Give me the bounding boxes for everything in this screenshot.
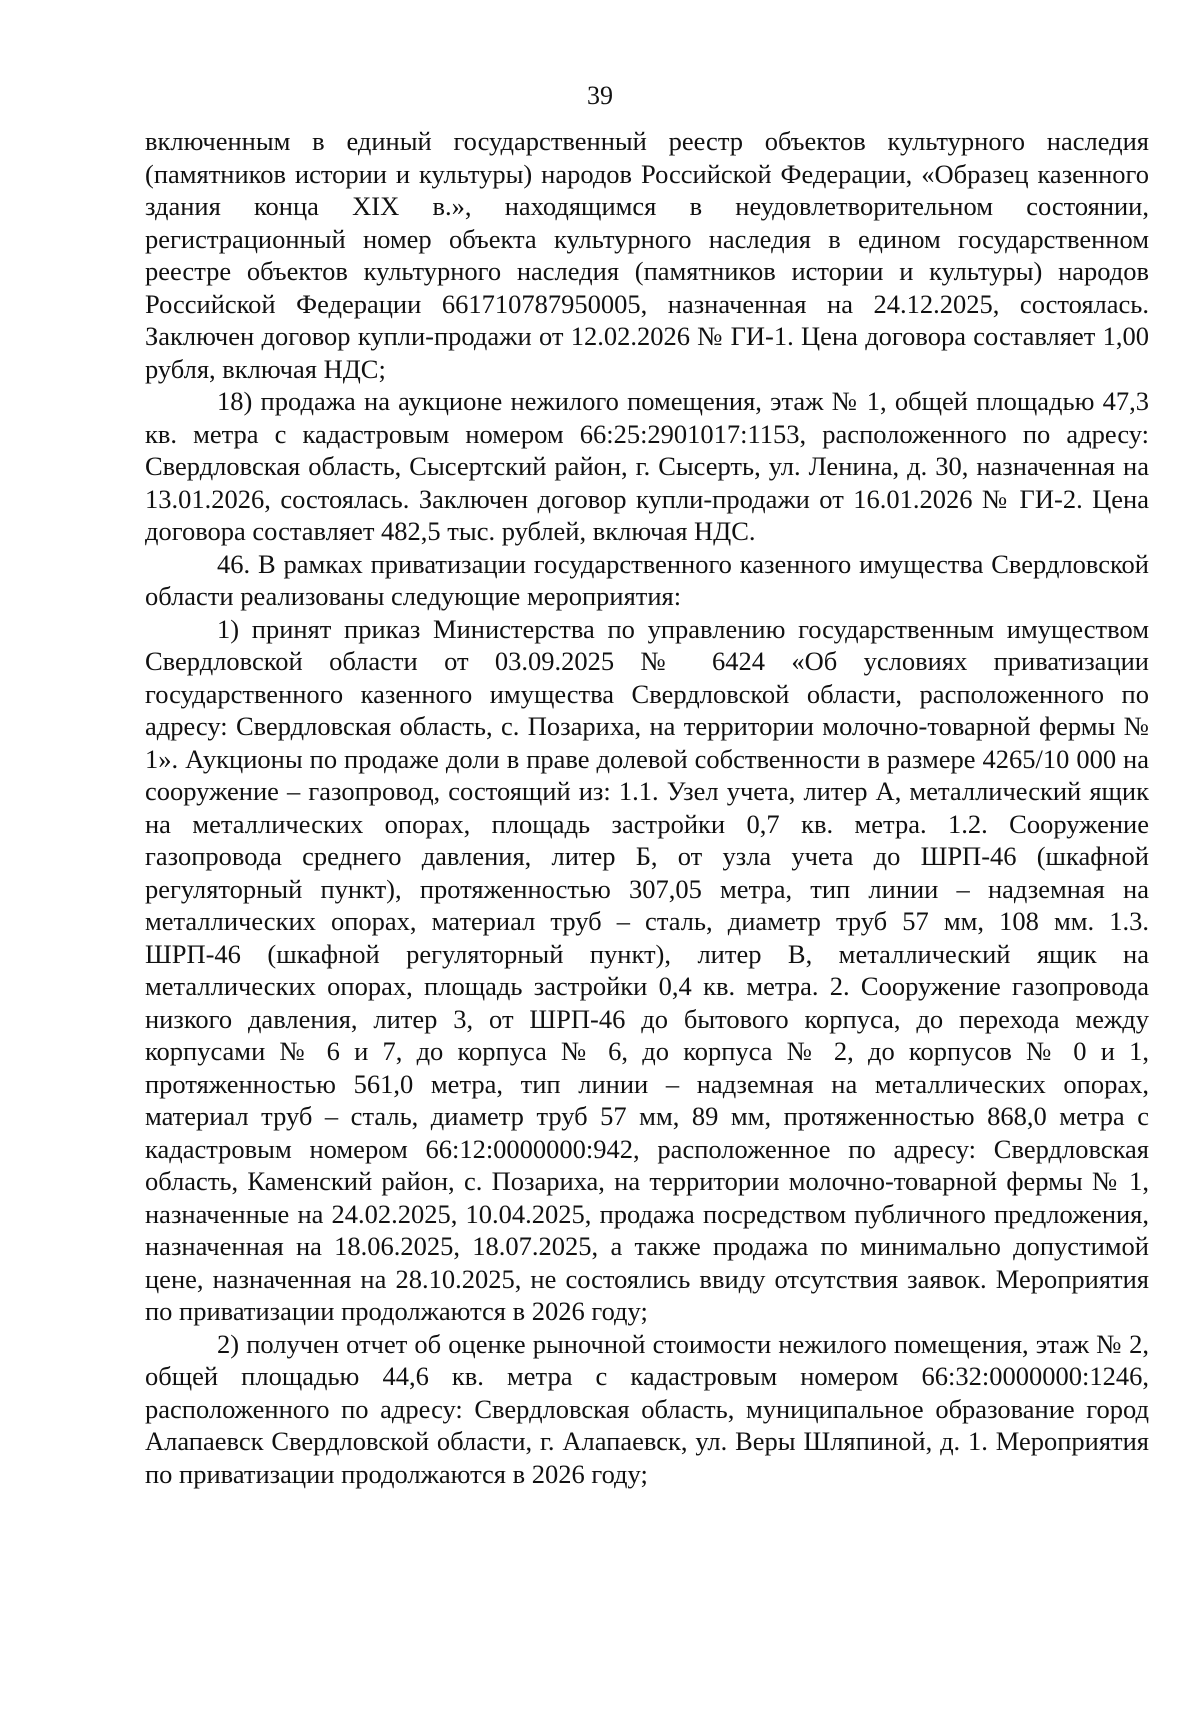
paragraph-item-18: 18) продажа на аукционе нежилого помещения, этаж № 1, общей площадью 47,3 кв. метра с кадастровым номером 66:25:2901017:1153, расположенного по адресу: Свердловская область, Сысертский район, г. Сысерть, ул. Ленина, д. 30, назначенная на 13.01.2026, состоялась. Заключен договор купли-продажи от 16.01.2026 № ГИ-2. Цена договора составляет 482,5 тыс. рублей, включая НДС.	[145, 386, 1149, 546]
paragraph-item-2: 2) получен отчет об оценке рыночной стоимости нежилого помещения, этаж № 2, общей площадью 44,6 кв. метра с кадастровым номером 66:32:0000000:1246, расположенного по адресу: Свердловская область, муниципальное образование город Алапаевск Свердловской области, г. Алапаевск, ул. Веры Шляпиной, д. 1. Мероприятия по приватизации продолжаются в 2026 году;	[145, 1328, 1149, 1489]
page-number: 39	[587, 81, 613, 110]
paragraph-item-1: 1) принят приказ Министерства по управлению государственным имуществом Свердловской области от 03.09.2025 № 6424 «Об условиях приватизации государственного казенного имущества Свердловской области, расположенного по адресу: Свердловская область, с. Позариха, на территории молочно-товарной фермы № 1». Аукционы по продаже доли в праве долевой собственности в размере 4265/10 000 на сооружение – газопровод, состоящий из: 1.1. Узел учета, литер А, металлический ящик на металлических опорах, площадь застройки 0,7 кв. метра. 1.2. Сооружение газопровода среднего давления, литер Б, от узла учета до ШРП-46 (шкафной регуляторный пункт), протяженностью 307,05 метра, тип линии – надземная на металлических опорах, материал труб – сталь, диаметр труб 57 мм, 108 мм. 1.3. ШРП-46 (шкафной регуляторный пункт), литер В, металлический ящик на металлических опорах, площадь застройки 0,4 кв. метра. 2. Сооружение газопровода низкого давления, литер 3, от ШРП-46 до бытового корпуса, до перехода между корпусами № 6 и 7, до корпуса № 6, до корпуса № 2, до корпусов № 0 и 1, протяженностью 561,0 метра, тип линии – надземная на металлических опорах, материал труб – сталь, диаметр труб 57 мм, 89 мм, протяженностью 868,0 метра с кадастровым номером 66:12:0000000:942, расположенное по адресу: Свердловская область, Каменский район, с. Позариха, на территории молочно-товарной фермы № 1, назначенные на 24.02.2025, 10.04.2025, продажа посредством публичного предложения, назначенная на 18.06.2025, 18.07.2025, а также продажа по минимально допустимой цене, назначенная на 28.10.2025, не состоялись ввиду отсутствия заявок. Мероприятия по приватизации продолжаются в 2026 году;	[145, 613, 1149, 1326]
paragraph-section-46: 46. В рамках приватизации государственного казенного имущества Свердловской области реализованы следующие мероприятия:	[145, 548, 1149, 611]
paragraph-continuation-item-17: включенным в единый государственный реестр объектов культурного наследия (памятников истории и культуры) народов Российской Федерации, «Образец казенного здания конца XIX в.», находящимся в неудовлетворительном состоянии, регистрационный номер объекта культурного наследия в едином государственном реестре объектов культурного наследия (памятников истории и культуры) народов Российской Федерации 661710787950005, назначенная на 24.12.2025, состоялась. Заключен договор купли-продажи от 12.02.2026 № ГИ-1. Цена договора составляет 1,00 рубля, включая НДС;	[145, 126, 1149, 384]
document-body	[145, 125, 1149, 1490]
